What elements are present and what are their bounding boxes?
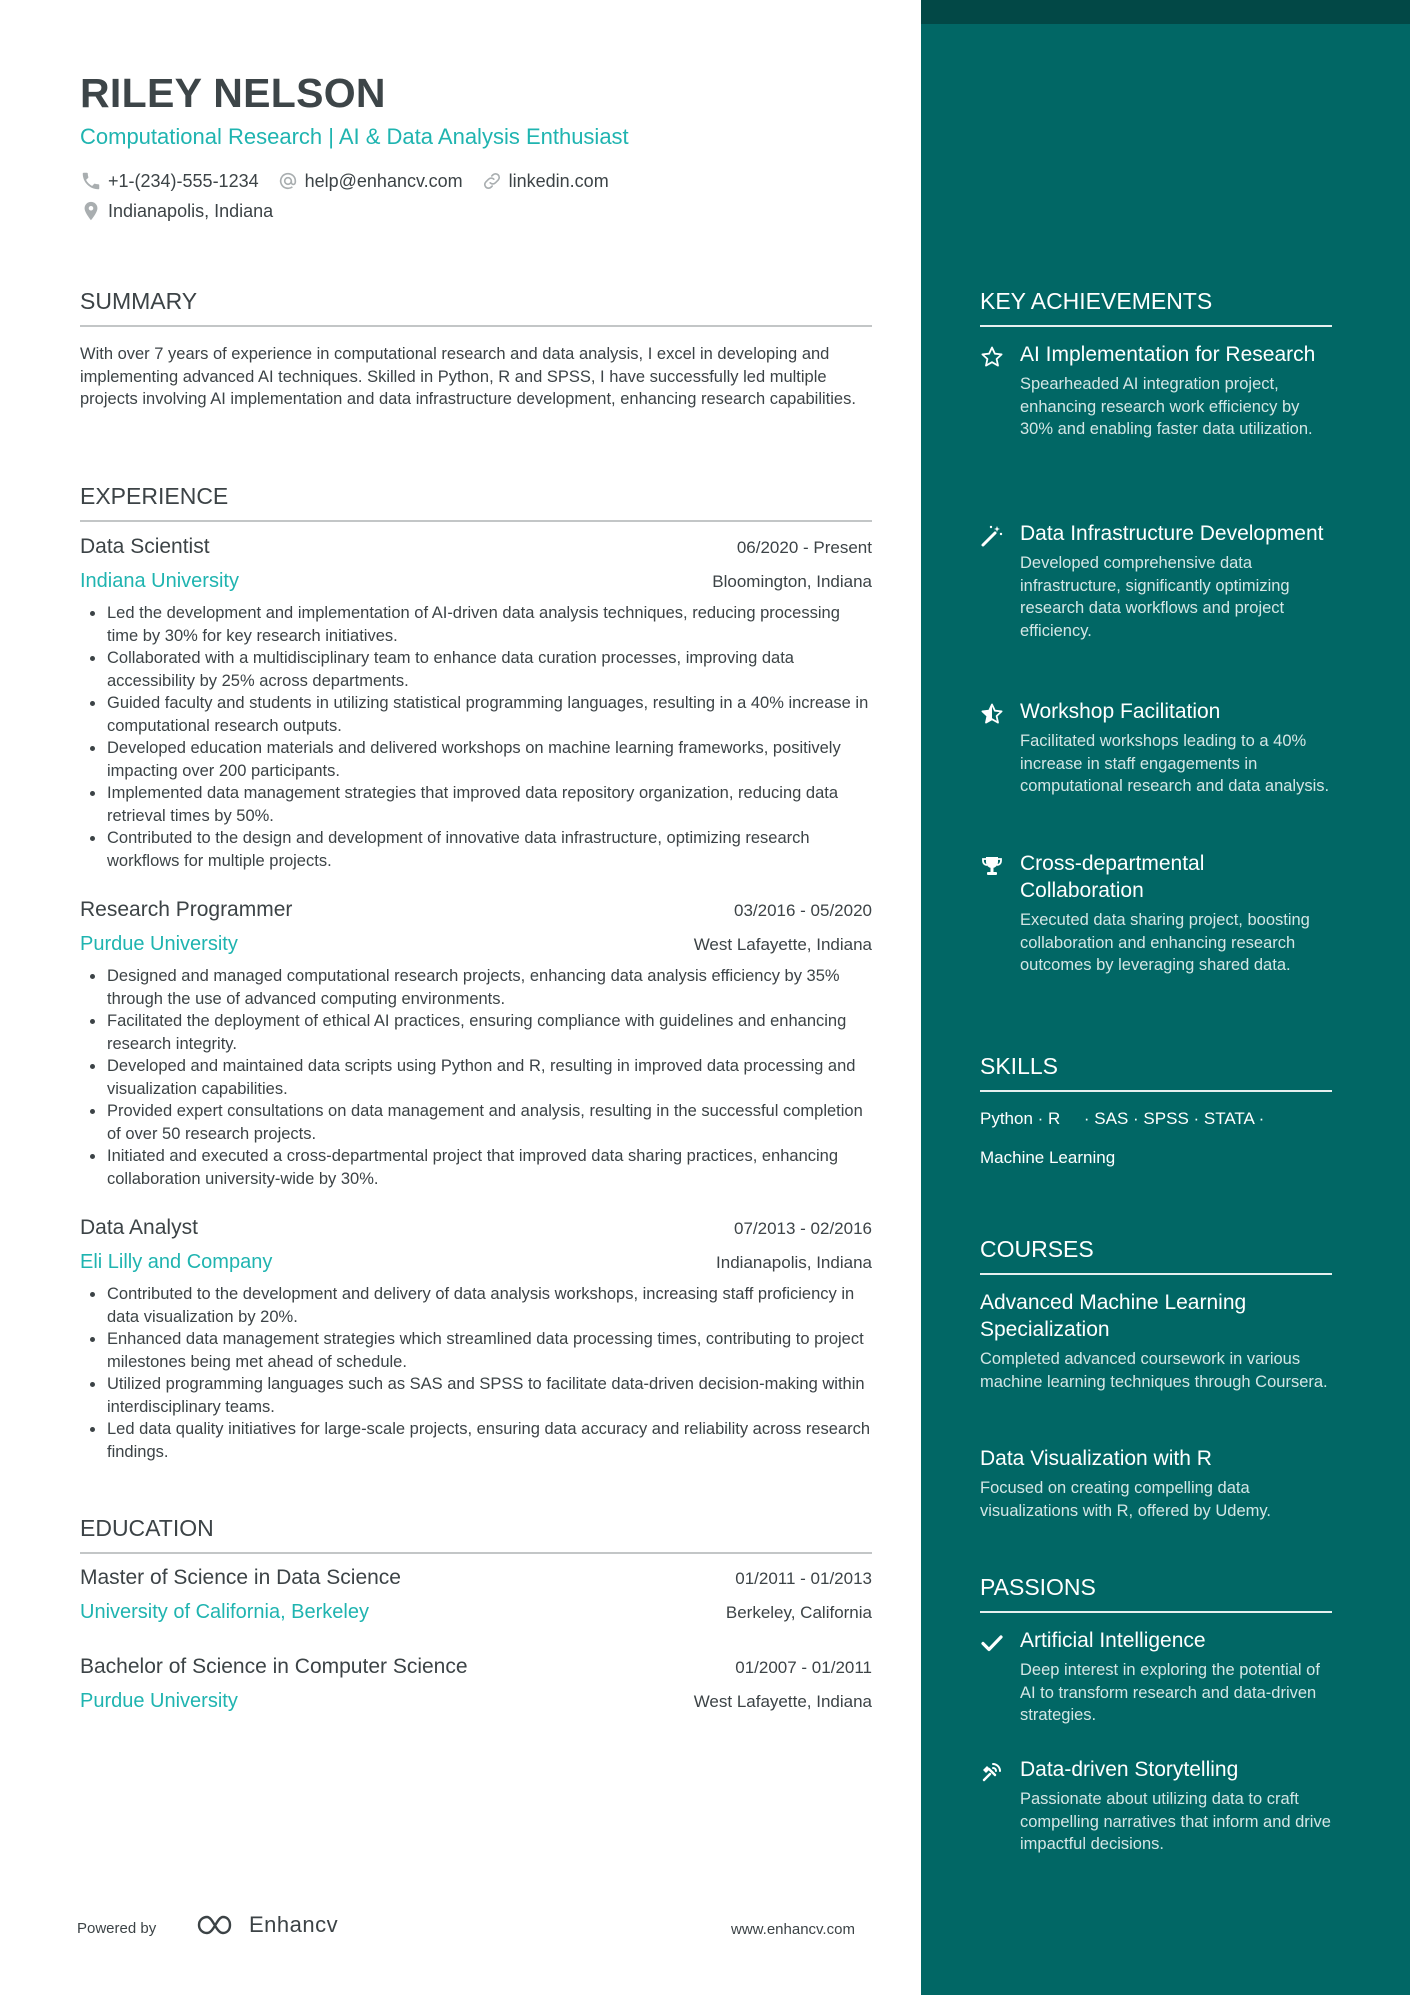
bullet-item: Contributed to the development and delivery of data analysis workshops, increasing staff proficiency in data visualization by 20%. bbox=[80, 1283, 872, 1328]
education-entry bbox=[80, 1566, 872, 1631]
course-title: Advanced Machine Learning Specialization bbox=[980, 1291, 1247, 1341]
email-text: help@enhancv.com bbox=[304, 170, 463, 191]
check-icon bbox=[980, 1631, 1004, 1655]
passion-item bbox=[980, 1627, 1332, 1727]
school-location: West Lafayette, Indiana bbox=[693, 1692, 872, 1711]
education-heading: EDUCATION bbox=[80, 1515, 872, 1554]
location-pin-icon bbox=[80, 200, 102, 222]
phone-icon bbox=[80, 170, 102, 192]
passion-desc: Deep interest in exploring the potential of AI to transform research and data-driven strategies. bbox=[1020, 1661, 1320, 1724]
bullet-item: Collaborated with a multidisciplinary team to enhance data curation processes, improving data accessibility by 25% across departments. bbox=[80, 647, 872, 692]
bullet-item: Utilized programming languages such as SAS and SPSS to facilitate data-driven decision-making within interdisciplinary teams. bbox=[80, 1373, 872, 1418]
linkedin-item[interactable] bbox=[481, 170, 609, 192]
job-title: Data Scientist bbox=[80, 535, 210, 558]
job-title: Research Programmer bbox=[80, 898, 293, 921]
summary-text: With over 7 years of experience in computational research and data analysis, I excel in developing and implementing advanced AI techniques. Skilled in Python, R and SPSS, I have successfully led multiple projects involving AI implementation and data infrastructure development, enhancing research capabilities. bbox=[80, 345, 856, 408]
course-item bbox=[980, 1445, 1332, 1522]
candidate-name: RILEY NELSON bbox=[80, 70, 386, 116]
trophy-icon bbox=[980, 854, 1004, 878]
bullet-item: Guided faculty and students in utilizing statistical programming languages, resulting in a 40% increase in computational research outputs. bbox=[80, 692, 872, 737]
headline: Computational Research | AI & Data Analysis Enthusiast bbox=[80, 124, 629, 149]
passion-title: Data-driven Storytelling bbox=[1020, 1758, 1239, 1781]
bullet-item: Led data quality initiatives for large-scale projects, ensuring data accuracy and reliability across research findings. bbox=[80, 1418, 872, 1463]
main-column bbox=[80, 0, 872, 1995]
job-dates: 03/2016 - 05/2020 bbox=[733, 901, 872, 920]
email-item[interactable] bbox=[277, 170, 463, 192]
achievement-desc: Developed comprehensive data infrastructure, significantly optimizing research data workflows and project efficiency. bbox=[1020, 554, 1290, 640]
footer-url-link[interactable]: www.enhancv.com bbox=[731, 1921, 855, 1938]
bullet-item: Led the development and implementation of AI-driven data analysis techniques, reducing processing time by 30% for key research initiatives. bbox=[80, 602, 872, 647]
job-dates: 07/2013 - 02/2016 bbox=[733, 1219, 872, 1238]
achievement-title: Data Infrastructure Development bbox=[1020, 522, 1324, 545]
magic-wand-icon bbox=[980, 524, 1004, 548]
achievement-item bbox=[980, 520, 1332, 642]
bullet-item: Developed and maintained data scripts using Python and R, resulting in improved data processing and visualization capabilities. bbox=[80, 1055, 872, 1100]
contact-row-2 bbox=[80, 200, 291, 222]
location-item bbox=[80, 200, 273, 222]
education-dates: 01/2007 - 01/2011 bbox=[735, 1658, 872, 1677]
half-star-icon bbox=[980, 702, 1004, 726]
powered-by-label: Powered by bbox=[77, 1920, 157, 1937]
courses-heading: COURSES bbox=[980, 1236, 1332, 1275]
bullet-item: Enhanced data management strategies which streamlined data processing times, contributing to project milestones being met ahead of schedule. bbox=[80, 1328, 872, 1373]
sidebar-top-band bbox=[921, 0, 1410, 24]
location-text: Indianapolis, Indiana bbox=[108, 200, 274, 221]
passion-item bbox=[980, 1756, 1332, 1856]
degree-title: Bachelor of Science in Computer Science bbox=[80, 1655, 468, 1678]
link-icon bbox=[481, 170, 503, 192]
experience-heading: EXPERIENCE bbox=[80, 483, 872, 522]
phone-text: +1-(234)-555-1234 bbox=[108, 170, 259, 191]
achievement-title: AI Implementation for Research bbox=[1020, 343, 1316, 366]
achievement-title: Workshop Facilitation bbox=[1020, 700, 1221, 723]
skills-line: Python · R · SAS · SPSS · STATA · bbox=[980, 1109, 1265, 1128]
achievement-desc: Executed data sharing project, boosting collaboration and enhancing research outcomes by leveraging shared data. bbox=[1020, 911, 1310, 974]
bullet-item: Initiated and executed a cross-departmental project that improved data sharing practices, enhancing collaboration university-wide by 30%. bbox=[80, 1145, 872, 1190]
satellite-icon bbox=[980, 1760, 1004, 1784]
school-name: University of California, Berkeley bbox=[80, 1601, 369, 1623]
star-icon bbox=[980, 345, 1004, 369]
course-title: Data Visualization with R bbox=[980, 1447, 1212, 1470]
enhancv-logo-text: Enhancv bbox=[249, 1912, 339, 1937]
passions-heading: PASSIONS bbox=[980, 1574, 1332, 1613]
course-item bbox=[980, 1289, 1332, 1393]
job-dates: 06/2020 - Present bbox=[736, 538, 872, 557]
achievement-desc: Facilitated workshops leading to a 40% increase in staff engagements in computational research and data analysis. bbox=[1020, 732, 1330, 795]
job-organization: Indiana University bbox=[80, 570, 239, 592]
linkedin-text: linkedin.com bbox=[508, 170, 609, 191]
job-organization: Eli Lilly and Company bbox=[80, 1251, 273, 1273]
bullet-item: Provided expert consultations on data management and analysis, resulting in the successful completion of over 50 research projects. bbox=[80, 1100, 872, 1145]
skills-heading: SKILLS bbox=[980, 1053, 1332, 1092]
school-location: Berkeley, California bbox=[725, 1603, 872, 1622]
achievement-title: Cross-departmental Collaboration bbox=[1020, 852, 1205, 902]
job-location: West Lafayette, Indiana bbox=[693, 935, 872, 954]
bullet-item: Developed education materials and delivered workshops on machine learning frameworks, positively impacting over 200 participants. bbox=[80, 737, 872, 782]
bullet-item: Implemented data management strategies that improved data repository organization, reducing data retrieval times by 50%. bbox=[80, 782, 872, 827]
job-location: Bloomington, Indiana bbox=[712, 572, 872, 591]
job-organization: Purdue University bbox=[80, 933, 238, 955]
job-entry bbox=[80, 1216, 872, 1463]
skills-line: Machine Learning bbox=[980, 1148, 1116, 1167]
job-location: Indianapolis, Indiana bbox=[716, 1253, 872, 1272]
school-name: Purdue University bbox=[80, 1690, 238, 1712]
achievement-item bbox=[980, 341, 1332, 441]
achievements-heading: KEY ACHIEVEMENTS bbox=[980, 288, 1332, 327]
achievement-desc: Spearheaded AI integration project, enhancing research work efficiency by 30% and enabling faster data utilization. bbox=[1020, 375, 1313, 438]
at-icon bbox=[277, 170, 299, 192]
enhancv-logo-icon bbox=[195, 1912, 241, 1938]
passion-desc: Passionate about utilizing data to craft compelling narratives that inform and drive impactful decisions. bbox=[1020, 1790, 1331, 1853]
bullet-item: Designed and managed computational research projects, enhancing data analysis efficiency by 35% through the use of advanced computing environments. bbox=[80, 965, 872, 1010]
achievement-item bbox=[980, 850, 1332, 977]
degree-title: Master of Science in Data Science bbox=[80, 1566, 401, 1589]
course-desc: Completed advanced coursework in various machine learning techniques through Coursera. bbox=[980, 1350, 1328, 1391]
job-bullets bbox=[80, 1283, 872, 1463]
bullet-item: Facilitated the deployment of ethical AI practices, ensuring compliance with guidelines and enhancing research integrity. bbox=[80, 1010, 872, 1055]
summary-heading: SUMMARY bbox=[80, 288, 872, 327]
passion-title: Artificial Intelligence bbox=[1020, 1629, 1206, 1652]
job-entry bbox=[80, 535, 872, 872]
education-entry bbox=[80, 1655, 872, 1720]
bullet-item: Contributed to the design and development of innovative data infrastructure, optimizing research workflows for multiple projects. bbox=[80, 827, 872, 872]
course-desc: Focused on creating compelling data visualizations with R, offered by Udemy. bbox=[980, 1479, 1272, 1520]
contact-row-1 bbox=[80, 170, 627, 192]
enhancv-logo[interactable] bbox=[195, 1912, 338, 1938]
job-bullets bbox=[80, 965, 872, 1190]
education-dates: 01/2011 - 01/2013 bbox=[735, 1569, 872, 1588]
job-title: Data Analyst bbox=[80, 1216, 198, 1239]
job-entry bbox=[80, 898, 872, 1190]
achievement-item bbox=[980, 698, 1332, 798]
sidebar bbox=[921, 0, 1410, 1995]
job-bullets bbox=[80, 602, 872, 872]
phone-item bbox=[80, 170, 259, 192]
skills-list bbox=[980, 1106, 1332, 1184]
